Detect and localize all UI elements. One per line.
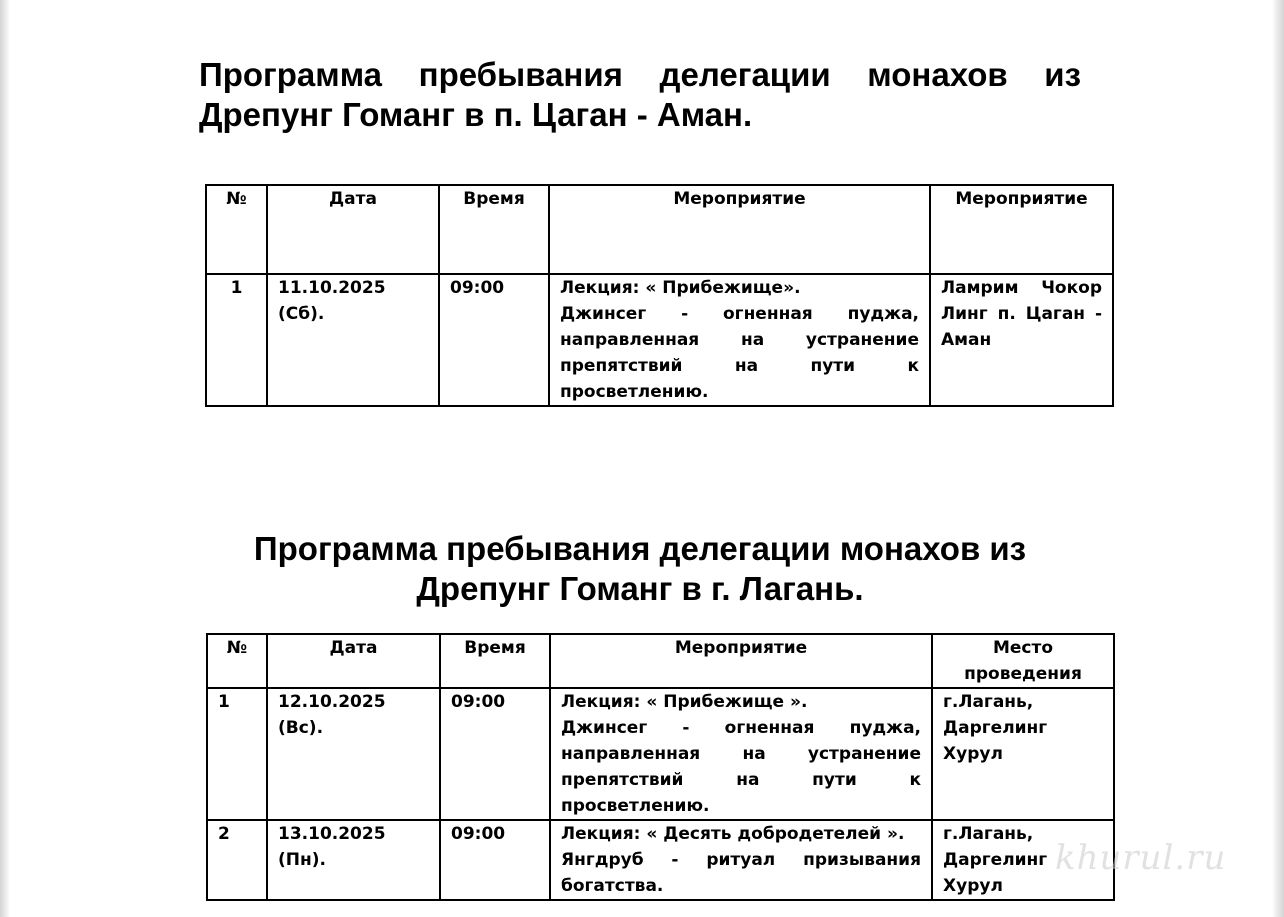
watermark: khurul.ru (1055, 838, 1227, 878)
row-event (550, 688, 932, 820)
section2-title: Программа пребывания делегации монахов из Дрепунг Гоманг в г. Лагань. (253, 530, 1027, 607)
header-time: Время (439, 185, 549, 274)
header-event-2: Мероприятие (930, 185, 1113, 274)
event-ritual: Джинсег - огненная пуджа, направленная на устранение препятствий на пути к просветлению. (561, 718, 921, 816)
section2-table (206, 633, 1115, 901)
header-number: № (207, 634, 267, 688)
section1-title: Программа пребывания делегации монахов из Дрепунг Гоманг в п. Цаган - Аман. (199, 56, 1081, 133)
event-lecture: Лекция: « Прибежище». (560, 278, 801, 298)
header-event: Мероприятие (550, 634, 932, 688)
row-number: 1 (206, 274, 267, 406)
row-time: 09:00 (439, 274, 549, 406)
header-date: Дата (267, 185, 439, 274)
row-event (549, 274, 930, 406)
page-shadow-right (1272, 0, 1284, 917)
table-row (206, 274, 1113, 406)
row-date: 12.10.2025 (Вс). (267, 688, 440, 820)
place-text: Ламрим Чокор Линг п. Цаган - Аман (941, 278, 1102, 350)
row-place: г.Лагань, Даргелинг Хурул (932, 820, 1114, 900)
table-header-row (207, 634, 1114, 688)
row-place: г.Лагань, Даргелинг Хурул (932, 688, 1114, 820)
row-number: 1 (207, 688, 267, 820)
header-number: № (206, 185, 267, 274)
event-ritual: Джинсег - огненная пуджа, направленная на устранение препятствий на пути к просветлению. (560, 304, 919, 402)
header-time: Время (440, 634, 550, 688)
page-shadow-left (0, 0, 10, 917)
row-date: 13.10.2025 (Пн). (267, 820, 440, 900)
row-event (550, 820, 932, 900)
header-place: Место проведения (932, 634, 1114, 688)
table-row (207, 688, 1114, 820)
event-lecture: Лекция: « Десять добродетелей ». (561, 824, 905, 844)
row-time: 09:00 (440, 688, 550, 820)
event-lecture: Лекция: « Прибежище ». (561, 692, 808, 712)
header-event: Мероприятие (549, 185, 930, 274)
header-date: Дата (267, 634, 440, 688)
row-time: 09:00 (440, 820, 550, 900)
table-row (207, 820, 1114, 900)
row-place (930, 274, 1113, 406)
event-ritual: Янгдруб - ритуал призывания богатства. (561, 850, 921, 896)
row-date: 11.10.2025 (Сб). (267, 274, 439, 406)
section1-table (205, 184, 1114, 407)
row-number: 2 (207, 820, 267, 900)
table-header-row (206, 185, 1113, 274)
